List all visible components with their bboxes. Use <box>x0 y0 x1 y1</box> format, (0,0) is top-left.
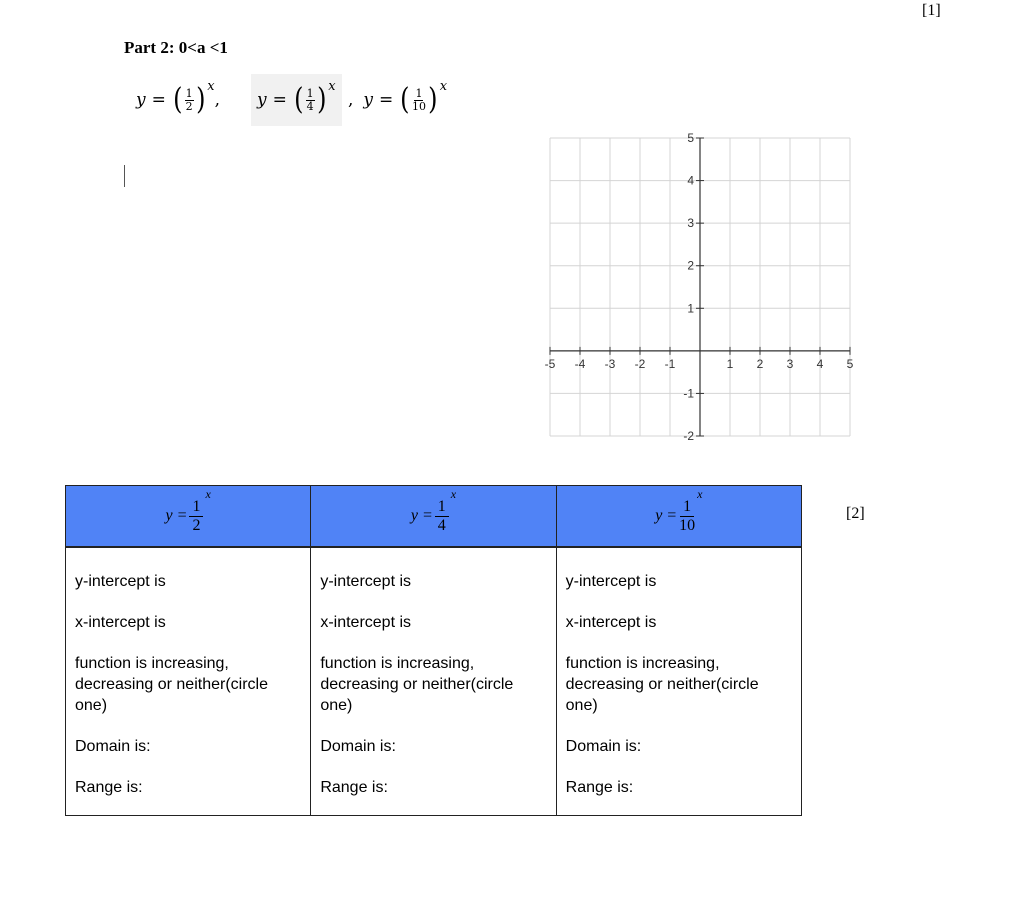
x-tick-label: 5 <box>846 356 854 371</box>
reference-marker-2: [2] <box>846 505 865 522</box>
eq-equals: = <box>151 90 166 110</box>
equation-line <box>136 74 466 126</box>
x-tick-label: -4 <box>574 356 586 371</box>
x-intercept-label: x-intercept is <box>320 614 412 631</box>
equation-tenth <box>348 74 447 126</box>
x-tick-label: -5 <box>544 356 556 371</box>
text-cursor <box>124 165 125 187</box>
coordinate-grid <box>540 128 860 444</box>
x-tick-label: 3 <box>786 356 794 371</box>
eq-exponent: x <box>439 78 448 94</box>
y-intercept-label: y-intercept is <box>565 573 657 590</box>
y-tick-label: 1 <box>687 301 694 316</box>
axes <box>550 138 850 436</box>
tick-labels <box>545 131 854 443</box>
y-tick-label: 5 <box>687 131 694 145</box>
eq-paren: ( 1 4 ) <box>294 82 327 117</box>
y-tick-label: 2 <box>687 258 694 273</box>
header-quarter: y = $\frac{1}{4}$ x <box>311 486 556 548</box>
header-half: y = $\frac{1}{2}$ x <box>66 486 311 548</box>
eq-paren: ( 1 2 ) <box>173 82 206 117</box>
x-tick-label: -1 <box>664 356 676 371</box>
properties-cell-quarter[interactable] <box>311 547 556 816</box>
y-tick-label: -2 <box>683 429 694 443</box>
eq-comma: , <box>348 90 354 110</box>
domain-label: Domain is: <box>320 738 396 755</box>
eq-exponent: x <box>207 78 215 94</box>
properties-cell-tenth[interactable] <box>556 547 801 816</box>
x-tick-label: 2 <box>756 356 764 371</box>
section-heading: Part 2: 0<a <1 <box>124 38 228 57</box>
behavior-label: function is increasing, decreasing or neither(circle one) <box>75 655 268 714</box>
range-label: Range is: <box>565 779 634 796</box>
y-tick-label: 4 <box>687 173 694 188</box>
eq-equals: = <box>379 90 394 110</box>
y-intercept-label: y-intercept is <box>320 573 412 590</box>
range-label: Range is: <box>320 779 388 796</box>
properties-cell-half[interactable] <box>66 547 311 816</box>
behavior-label: function is increasing, decreasing or neither(circle one) <box>320 655 514 714</box>
y-tick-label: -1 <box>683 386 694 401</box>
eq-var: y <box>363 90 374 110</box>
eq-paren: ( 1 10 ) <box>400 82 438 117</box>
eq-var: y <box>257 90 267 110</box>
function-properties-table <box>65 485 802 816</box>
eq-var: y <box>136 90 146 110</box>
y-intercept-label: y-intercept is <box>75 573 166 590</box>
x-tick-label: -2 <box>634 356 646 371</box>
fraction-quarter: 1 4 <box>306 86 314 113</box>
eq-exponent: x <box>328 78 336 94</box>
reference-marker-1: [1] <box>922 2 941 19</box>
equation-quarter[interactable] <box>251 74 342 126</box>
fraction-half: 1 2 <box>185 86 193 113</box>
header-fraction: $\frac{1}{10}$ <box>679 497 696 534</box>
range-label: Range is: <box>75 779 143 796</box>
header-fraction: $\frac{1}{2}$ <box>189 498 203 535</box>
domain-label: Domain is: <box>75 738 151 755</box>
x-intercept-label: x-intercept is <box>565 614 657 631</box>
y-tick-label: 3 <box>687 216 694 231</box>
eq-comma: , <box>214 90 221 110</box>
behavior-label: function is increasing, decreasing or neither(circle one) <box>565 655 759 714</box>
header-fraction: $\frac{1}{4}$ <box>435 498 449 535</box>
header-tenth: y = $\frac{1}{10}$ x <box>556 486 801 548</box>
fraction-tenth: 1 10 <box>411 86 426 113</box>
x-tick-label: 1 <box>726 356 734 371</box>
x-intercept-label: x-intercept is <box>75 614 166 631</box>
domain-label: Domain is: <box>565 738 642 755</box>
equation-half <box>136 74 220 126</box>
x-tick-label: -3 <box>604 356 616 371</box>
eq-equals: = <box>272 90 287 110</box>
x-tick-label: 4 <box>816 356 824 371</box>
